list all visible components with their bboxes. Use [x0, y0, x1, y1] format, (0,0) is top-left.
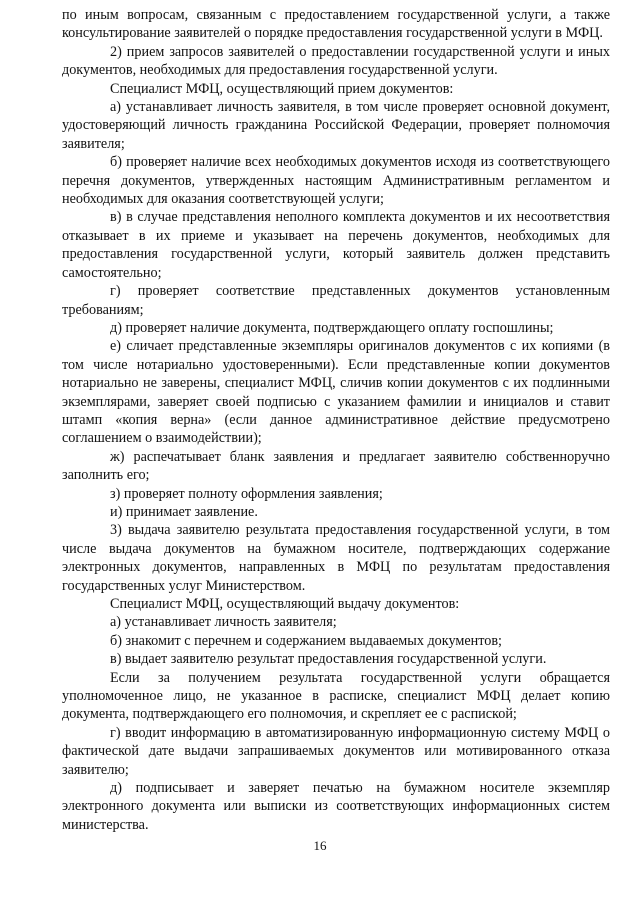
page-number: 16 — [313, 838, 327, 853]
paragraph-intake-specialist: Специалист МФЦ, осуществляющий прием документов: — [110, 80, 454, 97]
paragraph-item-3: 3) выдача заявителю результата предоставления государственной услуги, в том числе выдача документов на бумажном носителе, подтверждающих содержание электронных документов, направленных в МФЦ по результатам предоставления государственных услуг Министерством. — [62, 522, 610, 594]
paragraph-intake-b: б) проверяет наличие всех необходимых документов исходя из соответствующего перечня документов, утвержденных настоящим Административным регламентом и необходимых для оказания соответствующей услуги; — [62, 154, 610, 208]
paragraph-proxy: Если за получением результата государственной услуги обращается уполномоченное лицо, не указанное в расписке, специалист МФЦ делает копию документа, подтверждающего его полномочия, и скрепляет ее с распиской; — [62, 669, 610, 723]
document-body — [62, 6, 610, 834]
paragraph-issue-v: в) выдает заявителю результат предоставления государственной услуги. — [110, 651, 547, 668]
paragraph-issue-specialist: Специалист МФЦ, осуществляющий выдачу документов: — [110, 596, 460, 612]
paragraph-intake-d: д) проверяет наличие документа, подтверждающего оплату госпошлины; — [110, 319, 554, 336]
paragraph-intake-zh: ж) распечатывает бланк заявления и предлагает заявителю собственноручно заполнить его; — [62, 448, 610, 484]
paragraph-intake-g: г) проверяет соответствие представленных документов установленным требованиям; — [62, 283, 610, 318]
paragraph-issue-a: а) устанавливает личность заявителя; — [110, 614, 337, 631]
paragraph-intake-e: е) сличает представленные экземпляры оригиналов документов с их копиями (в том числе нотариально удостоверенными). Если представленные копии документов нотариально не заверены, специалист МФЦ, сличив копии документов с их подлинными экземплярами, заверяет своей подписью с указанием фамилии и инициалов и ставит штамп «копия верна» (если данное административное действие предусмотрено соглашением о взаимодействии); — [62, 338, 610, 447]
paragraph-intake-v: в) в случае представления неполного комплекта документов и их несоответствия отказывает в их приеме и указывает на перечень документов, необходимых для предоставления государственной услуги, который заявитель должен представить самостоятельно; — [62, 209, 610, 281]
paragraph-issue-b: б) знакомит с перечнем и содержанием выдаваемых документов; — [110, 632, 502, 649]
paragraph-intake-a: а) устанавливает личность заявителя, в том числе проверяет основной документ, удостоверяющий личность гражданина Российской Федерации, проверяет полномочия заявителя; — [62, 99, 610, 152]
paragraph-issue-d: д) подписывает и заверяет печатью на бумажном носителе экземпляр электронного документа или выписки из соответствующих информационных систем министерства. — [62, 780, 610, 833]
paragraph-continuation: по иным вопросам, связанным с предоставлением государственной услуги, а также консультирование заявителей о порядке предоставления государственной услуги в МФЦ. — [62, 7, 610, 42]
paragraph-item-2: 2) прием запросов заявителей о предоставлении государственной услуги и иных документов, необходимых для предоставления государственной услуги. — [62, 43, 610, 79]
paragraph-issue-g: г) вводит информацию в автоматизированную информационную систему МФЦ о фактической дате выдачи запрашиваемых документов или мотивированного отказа заявителю; — [62, 724, 610, 778]
paragraph-intake-i: и) принимает заявление. — [110, 503, 258, 520]
paragraph-intake-z: з) проверяет полноту оформления заявления; — [110, 485, 383, 502]
